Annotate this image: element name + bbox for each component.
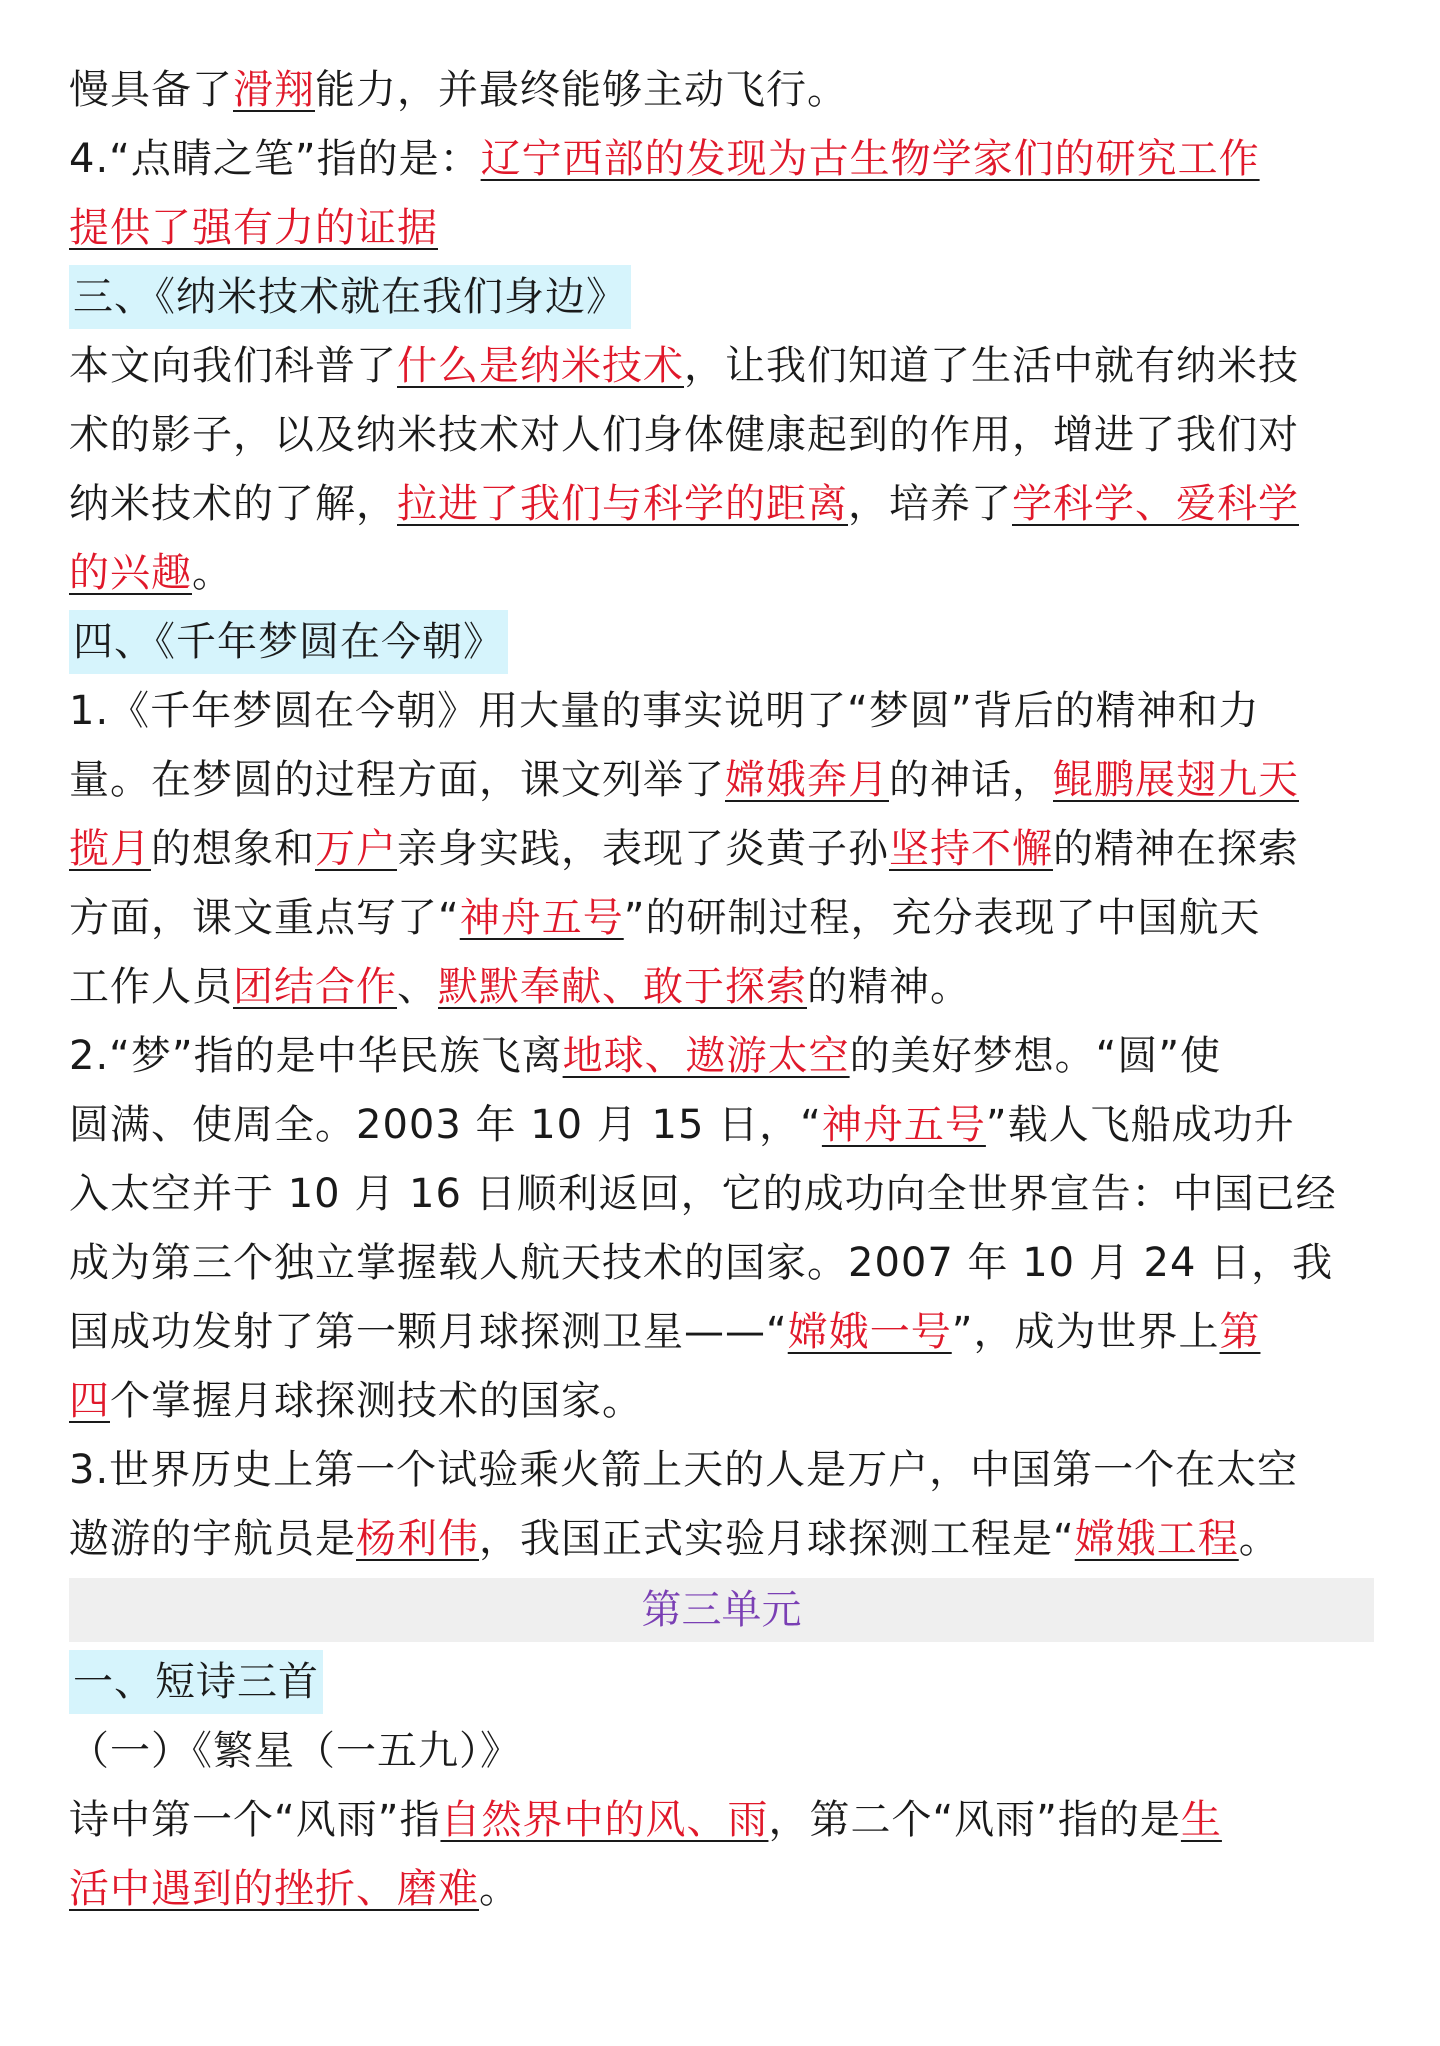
plain-text: 的精神在探索 bbox=[1053, 826, 1299, 872]
answer-text: 滑翔 bbox=[233, 67, 315, 113]
text-line bbox=[69, 746, 1374, 815]
section-title: 四、《千年梦圆在今朝》 bbox=[69, 610, 508, 674]
plain-text: ，第二个“风雨”指的是 bbox=[768, 1797, 1181, 1843]
answer-text: 嫦娥奔月 bbox=[725, 757, 889, 803]
plain-text: 方面，课文重点写了“ bbox=[69, 895, 460, 941]
plain-text: 圆满、使周全。2003 年 10 月 15 日，“ bbox=[69, 1102, 822, 1148]
answer-text: 神舟五号 bbox=[459, 895, 624, 941]
answer-text: 万户 bbox=[315, 826, 397, 872]
text-line bbox=[69, 1855, 1374, 1924]
text-line bbox=[69, 1786, 1374, 1855]
text-line bbox=[69, 1022, 1374, 1091]
plain-text: 纳米技术的了解， bbox=[69, 481, 397, 527]
text-line: 1.《千年梦圆在今朝》用大量的事实说明了“梦圆”背后的精神和力 bbox=[69, 688, 1260, 734]
section-title: 一、短诗三首 bbox=[69, 1650, 323, 1714]
text-line bbox=[69, 953, 1374, 1022]
answer-text: 的兴趣 bbox=[69, 550, 192, 596]
plain-text: ，让我们知道了生活中就有纳米技 bbox=[684, 343, 1299, 389]
text-line: 术的影子，以及纳米技术对人们身体健康起到的作用，增进了我们对 bbox=[69, 412, 1299, 458]
plain-text: 个掌握月球探测技术的国家。 bbox=[110, 1378, 643, 1424]
plain-text: 诗中第一个“风雨”指 bbox=[69, 1797, 441, 1843]
text-line bbox=[69, 1298, 1374, 1367]
text-line bbox=[69, 815, 1374, 884]
answer-text: 自然界中的风、雨 bbox=[440, 1797, 769, 1843]
answer-text: 活中遇到的挫折、磨难 bbox=[69, 1866, 479, 1912]
plain-text: 国成功发射了第一颗月球探测卫星——“ bbox=[69, 1309, 788, 1355]
text-line: 入太空并于 10 月 16 日顺利返回，它的成功向全世界宣告：中国已经 bbox=[69, 1171, 1337, 1217]
answer-text: 生 bbox=[1180, 1797, 1222, 1843]
plain-text: 慢具备了 bbox=[69, 67, 233, 113]
answer-text: 团结合作 bbox=[233, 964, 397, 1010]
answer-text: 嫦娥一号 bbox=[787, 1309, 952, 1355]
plain-text: 遨游的宇航员是 bbox=[69, 1516, 356, 1562]
answer-text: 地球、遨游太空 bbox=[562, 1033, 850, 1079]
answer-text: 拉进了我们与科学的距离 bbox=[397, 481, 848, 527]
answer-text: 神舟五号 bbox=[821, 1102, 986, 1148]
plain-text: ，培养了 bbox=[848, 481, 1012, 527]
plain-text: 。 bbox=[1238, 1516, 1280, 1562]
text-line bbox=[69, 194, 1374, 263]
plain-text: 的想象和 bbox=[151, 826, 315, 872]
answer-text: 辽宁西部的发现为古生物学家们的研究工作 bbox=[480, 136, 1260, 182]
answer-text: 坚持不懈 bbox=[889, 826, 1053, 872]
section-heading bbox=[69, 263, 1374, 332]
unit-title-bar: 第三单元 bbox=[69, 1578, 1374, 1642]
answer-text: 嫦娥工程 bbox=[1074, 1516, 1239, 1562]
answer-text: 什么是纳米技术 bbox=[397, 343, 684, 389]
text-line bbox=[69, 56, 1374, 125]
plain-text: ”的研制过程，充分表现了中国航天 bbox=[623, 895, 1261, 941]
answer-text: 鲲鹏展翅九天 bbox=[1053, 757, 1299, 803]
answer-text: 学科学、爱科学 bbox=[1012, 481, 1299, 527]
plain-text: ，我国正式实验月球探测工程是“ bbox=[479, 1516, 1075, 1562]
plain-text: 的美好梦想。“圆”使 bbox=[849, 1033, 1222, 1079]
text-line bbox=[69, 884, 1374, 953]
answer-text: 四 bbox=[69, 1378, 110, 1424]
plain-text: 的神话， bbox=[889, 757, 1053, 803]
text-line bbox=[69, 539, 1374, 608]
text-line: 成为第三个独立掌握载人航天技术的国家。2007 年 10 月 24 日，我 bbox=[69, 1240, 1334, 1286]
plain-text: 。 bbox=[192, 550, 233, 596]
answer-text: 杨利伟 bbox=[356, 1516, 479, 1562]
plain-text: 。 bbox=[479, 1866, 520, 1912]
sub-heading: （一）《繁星（一五九）》 bbox=[69, 1728, 521, 1774]
text-line bbox=[69, 125, 1374, 194]
text-line bbox=[69, 1367, 1374, 1436]
plain-text: 量。在梦圆的过程方面，课文列举了 bbox=[69, 757, 725, 803]
plain-text: 2.“梦”指的是中华民族飞离 bbox=[69, 1033, 563, 1079]
section-heading bbox=[69, 608, 1374, 677]
section-title: 三、《纳米技术就在我们身边》 bbox=[69, 265, 631, 329]
text-line bbox=[69, 1091, 1374, 1160]
document-body bbox=[69, 56, 1374, 1924]
answer-text: 揽月 bbox=[69, 826, 151, 872]
plain-text: ”载人飞船成功升 bbox=[985, 1102, 1295, 1148]
answer-text: 默默奉献、敢于探索 bbox=[438, 964, 807, 1010]
text-line bbox=[69, 332, 1374, 401]
plain-text: 本文向我们科普了 bbox=[69, 343, 397, 389]
text-line bbox=[69, 1505, 1374, 1574]
answer-text: 第 bbox=[1219, 1309, 1261, 1355]
plain-text: 、 bbox=[397, 964, 438, 1010]
plain-text: 亲身实践，表现了炎黄子孙 bbox=[397, 826, 889, 872]
plain-text: 4.“点睛之笔”指的是： bbox=[69, 136, 481, 182]
text-line: 3.世界历史上第一个试验乘火箭上天的人是万户，中国第一个在太空 bbox=[69, 1447, 1299, 1493]
plain-text: 工作人员 bbox=[69, 964, 233, 1010]
answer-text: 提供了强有力的证据 bbox=[69, 205, 438, 251]
plain-text: 的精神。 bbox=[807, 964, 971, 1010]
plain-text: 能力，并最终能够主动飞行。 bbox=[315, 67, 848, 113]
plain-text: ”，成为世界上 bbox=[951, 1309, 1220, 1355]
section-heading bbox=[69, 1648, 1374, 1717]
text-line bbox=[69, 470, 1374, 539]
